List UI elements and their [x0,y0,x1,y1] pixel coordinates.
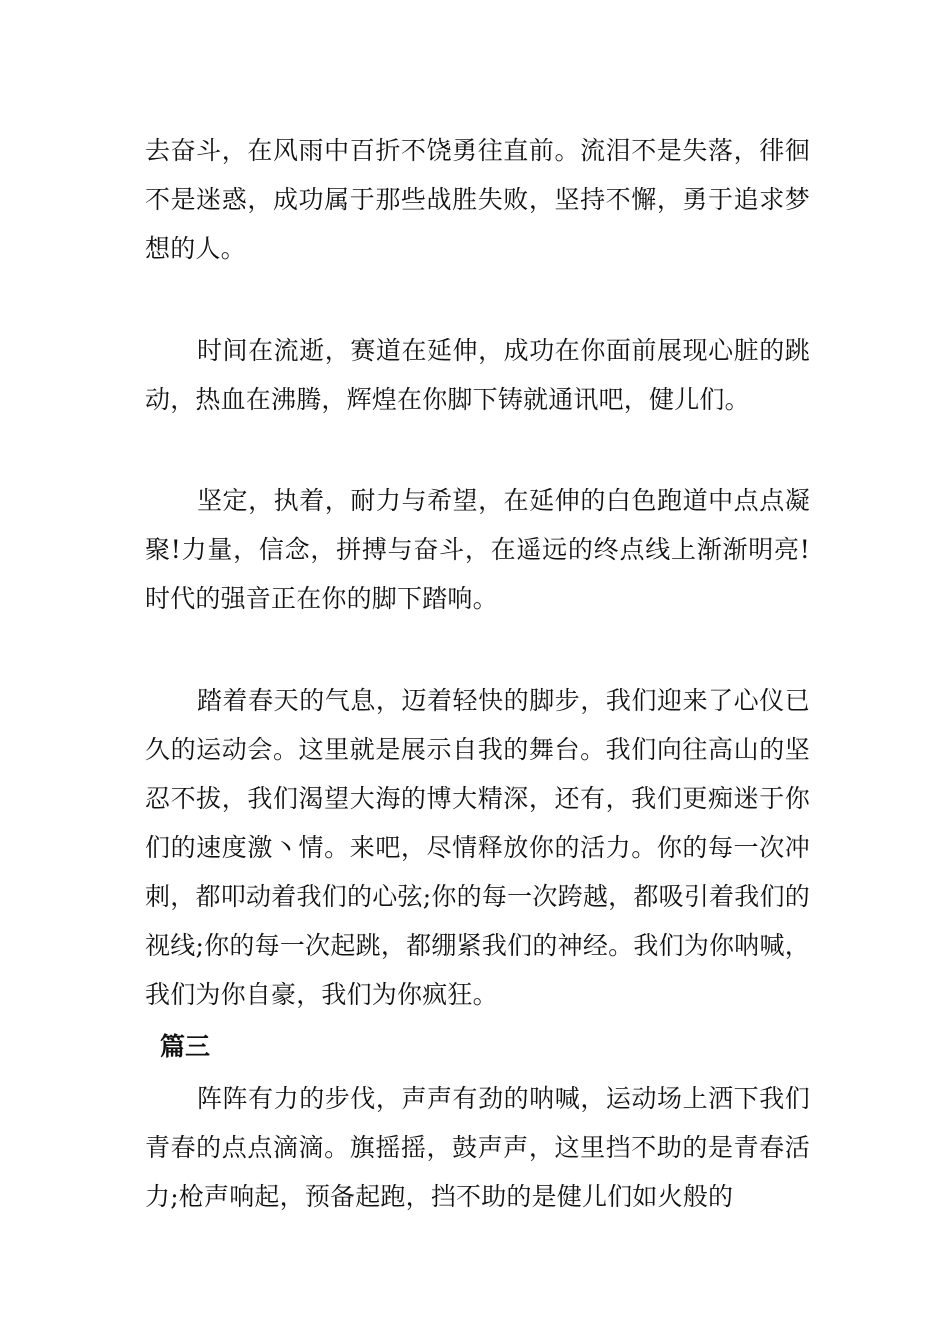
section-paragraph-1: 阵阵有力的步伐，声声有劲的呐喊，运动场上洒下我们青春的点点滴滴。旗摇摇，鼓声声，这里挡不助的是青春活力;枪声响起，预备起跑，挡不助的是健儿们如火般的 [145,1084,810,1211]
paragraph-2: 时间在流逝，赛道在延伸，成功在你面前展现心脏的跳动，热血在沸腾，辉煌在你脚下铸就通讯吧，健儿们。 [145,336,810,414]
paragraph-3: 坚定，执着，耐力与希望，在延伸的白色跑道中点点凝聚!力量，信念，拼搏与奋斗，在遥远的终点线上渐渐明亮!时代的强音正在你的脚下踏响。 [145,486,810,613]
paragraph-4: 踏着春天的气息，迈着轻快的脚步，我们迎来了心仪已久的运动会。这里就是展示自我的舞台。我们向往高山的坚忍不拔，我们渴望大海的博大精深，还有，我们更痴迷于你们的速度激丶情。来吧，尽情释放你的活力。你的每一次冲刺，都叩动着我们的心弦;你的每一次跨越，都吸引着我们的视线;你的每一次起跳，都绷紧我们的神经。我们为你呐喊，我们为你自豪，我们为你疯狂。 [145,686,810,1009]
paragraph-1: 去奋斗，在风雨中百折不饶勇往直前。流泪不是失落，徘徊不是迷惑，成功属于那些战胜失败，坚持不懈，勇于追求梦想的人。 [145,136,810,263]
section-heading: 篇三 [160,1032,211,1061]
